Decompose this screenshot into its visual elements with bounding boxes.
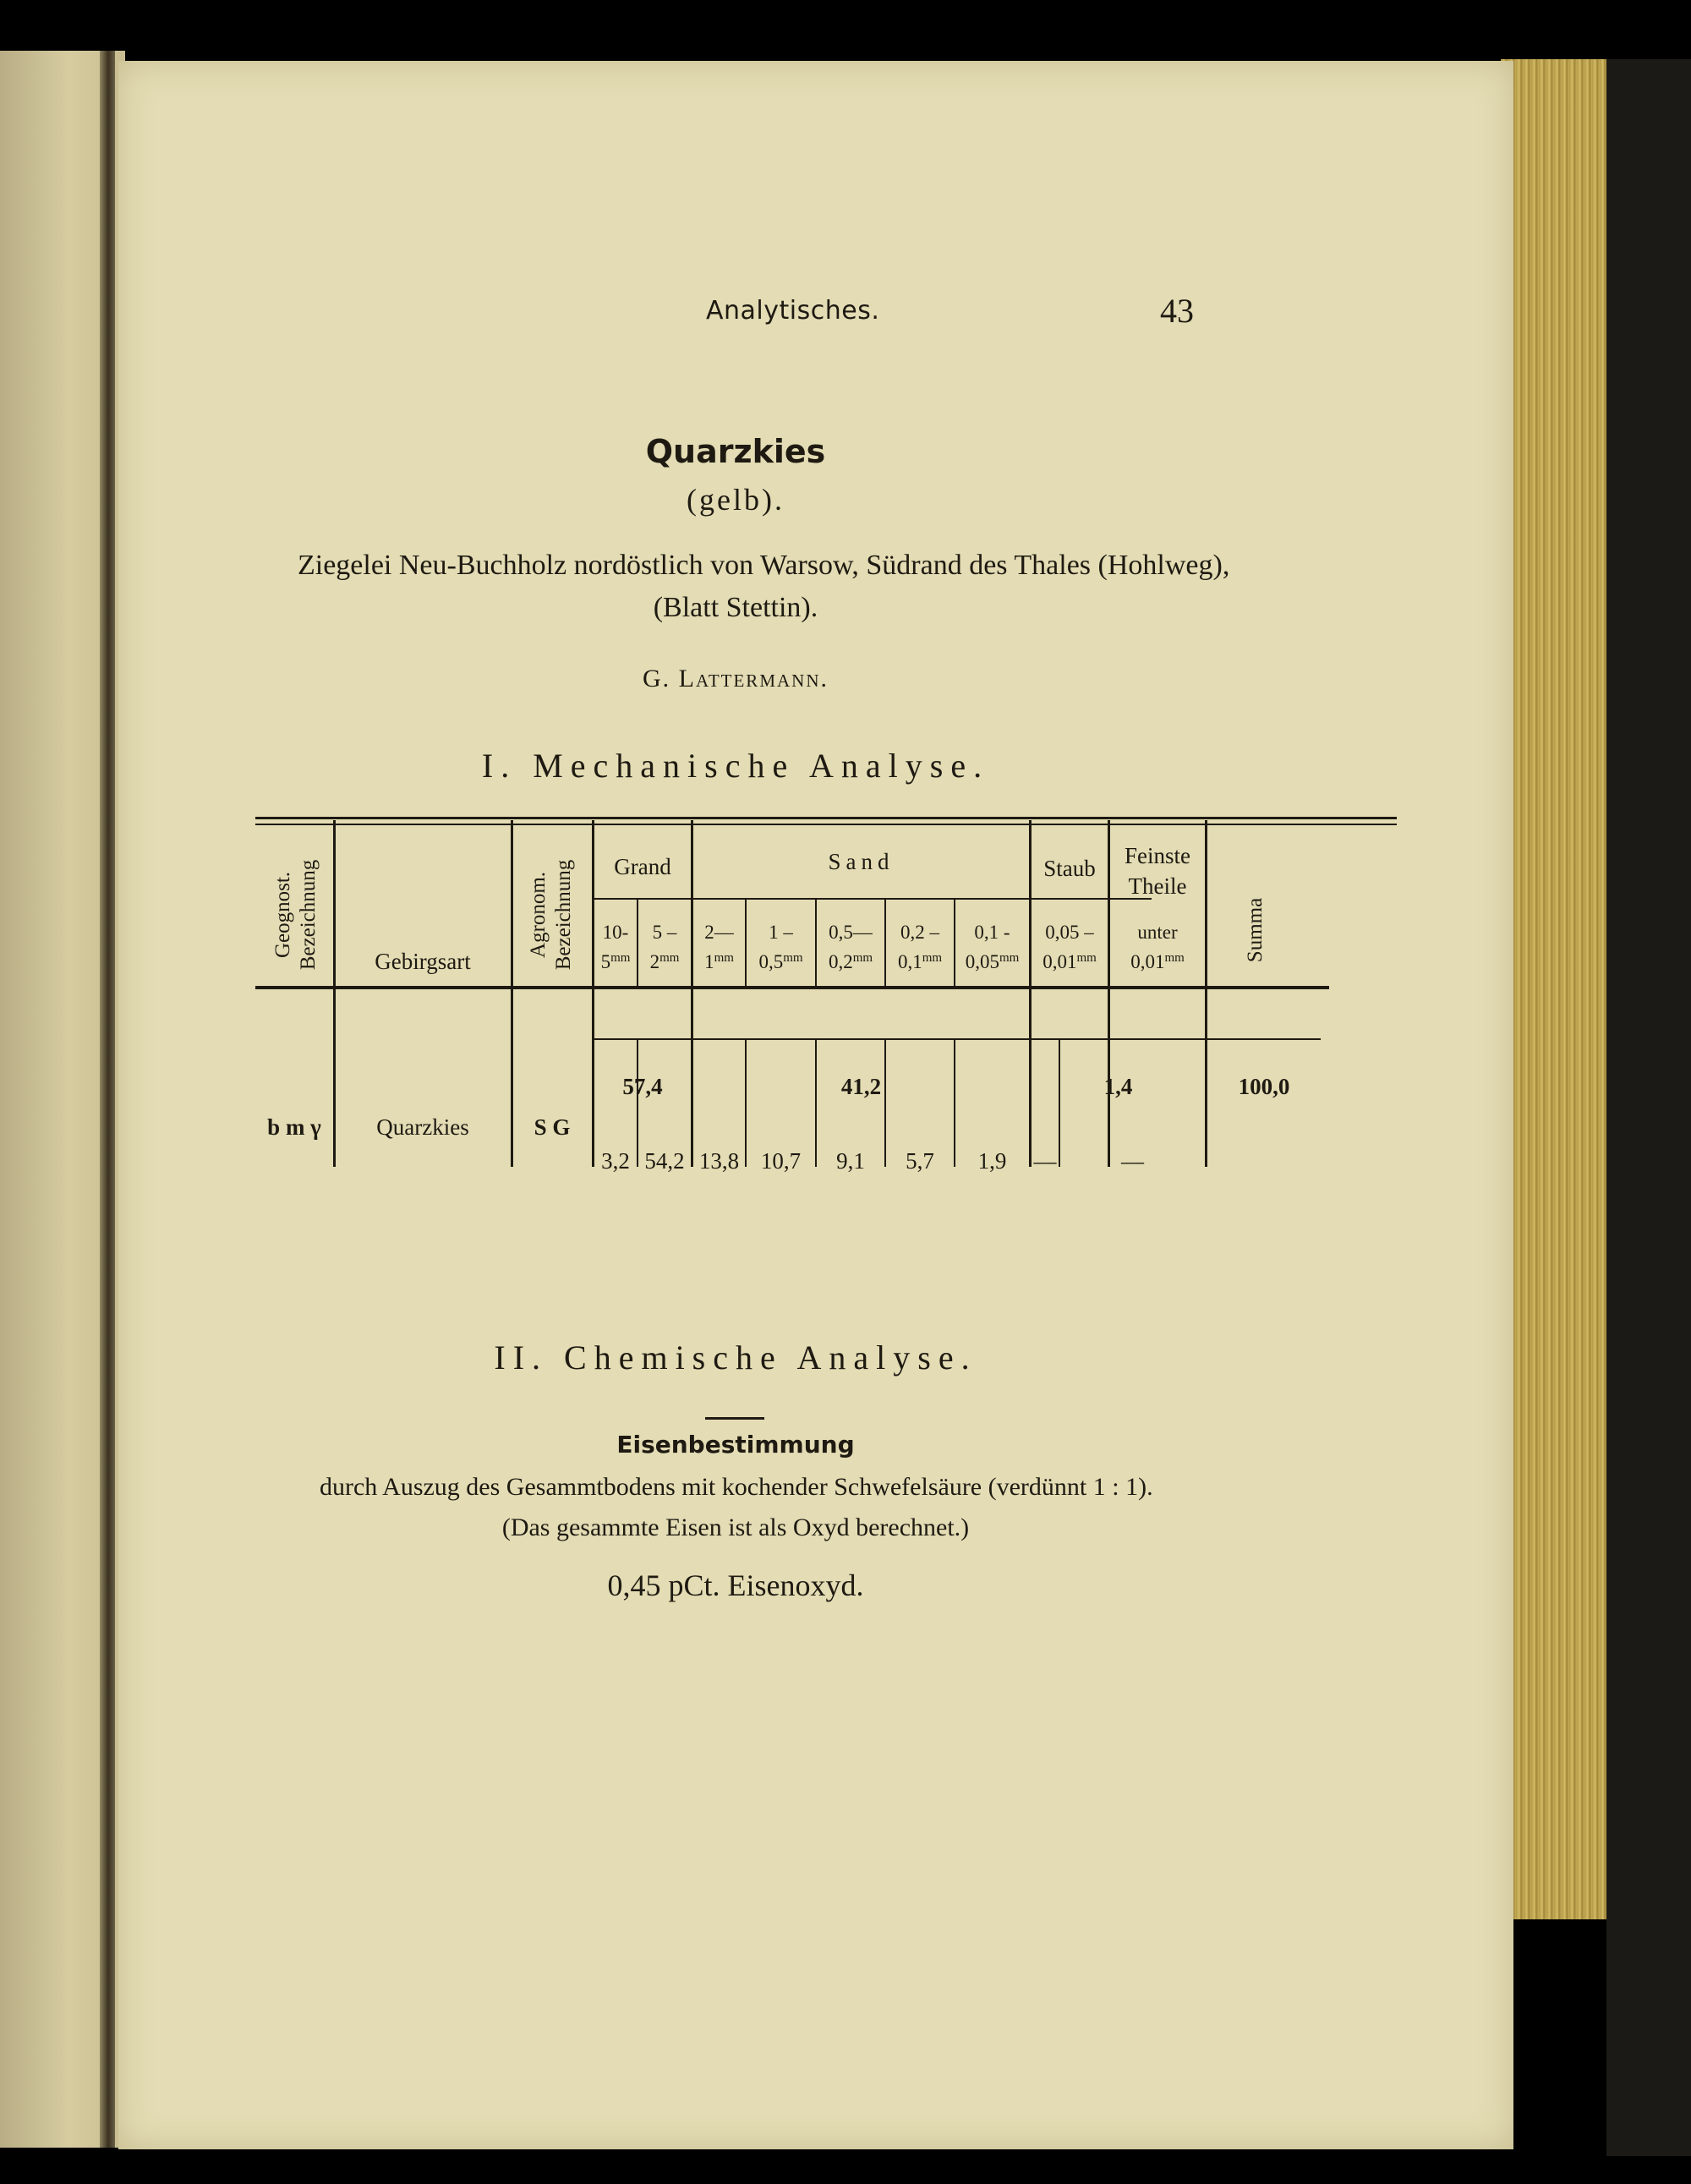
- header-grand: Grand: [614, 854, 671, 879]
- author: G. Lattermann.: [643, 665, 829, 692]
- sub-header: [747, 920, 815, 975]
- iron-result: 0,45 pCt. Eisenoxyd.: [607, 1568, 864, 1602]
- sub-header-unit: mm: [610, 951, 631, 965]
- sub-header-range-to: 1: [704, 951, 714, 972]
- header-geognost-line2: Bezeichnung: [297, 859, 320, 971]
- sub-header: [817, 920, 884, 975]
- sub-header: [1110, 920, 1205, 975]
- header-geognost: [271, 839, 321, 991]
- table-top-rule-thin: [255, 824, 1397, 825]
- cell-geognost: b m γ: [267, 1114, 321, 1140]
- header-summa: Summa: [1244, 897, 1267, 963]
- header-agronom: [526, 839, 577, 991]
- sub-header-range-from: 0,1 -: [974, 922, 1010, 943]
- sub-header-range-from: 1 –: [769, 922, 793, 943]
- sub-header-range-to: 0,01: [1043, 951, 1077, 972]
- sub-header-unit: mm: [1164, 951, 1185, 965]
- iron-method-text: durch Auszug des Gesammtbodens mit kochender Schwefelsäure (verdünnt 1 : 1).: [320, 1473, 1153, 1501]
- header-feinste-line2: Theile: [1128, 873, 1187, 899]
- cell-value: 54,2: [644, 1148, 685, 1174]
- sample-title: Quarzkies: [645, 433, 826, 470]
- sub-header-unit: mm: [852, 951, 873, 965]
- sub-header-range-to: 0,1: [897, 951, 922, 972]
- section-2-heading: II. Chemische Analyse.: [494, 1338, 977, 1377]
- cell-value: —: [1033, 1148, 1057, 1174]
- sample-subtitle: (gelb).: [687, 483, 785, 517]
- location-line-1: Ziegelei Neu-Buchholz nordöstlich von Warsow, Südrand des Thales (Hohlweg),: [298, 550, 1230, 581]
- book-page: [118, 61, 1513, 2149]
- sub-header: [955, 920, 1029, 975]
- cell-agronom: S G: [534, 1114, 571, 1140]
- cell-value: 10,7: [760, 1148, 802, 1174]
- header-bottom-rule: [255, 986, 1329, 989]
- sub-header-range-to: 0,5: [758, 951, 784, 972]
- header-agronom-line2: Bezeichnung: [552, 859, 575, 971]
- sub-header: [693, 920, 745, 975]
- sub-header-range-from: 0,5—: [829, 922, 873, 943]
- sub-header-unit: mm: [659, 951, 680, 965]
- sub-header-range-to: 2: [649, 951, 660, 972]
- sub-header-unit: mm: [922, 951, 943, 965]
- sub-header-unit: mm: [999, 951, 1020, 965]
- page-edges: [1501, 59, 1606, 1919]
- cell-value: —: [1121, 1148, 1144, 1174]
- sub-header-range-from: 10-: [602, 922, 629, 943]
- sub-header-range-to: 0,01: [1130, 951, 1165, 972]
- sub-header-range-from: 2—: [704, 922, 734, 943]
- sub-header-range-to: 0,2: [828, 951, 853, 972]
- sub-header-range-to: 5: [600, 951, 611, 972]
- sub-header: [886, 920, 954, 975]
- header-feinste: [1110, 840, 1205, 901]
- header-sand: Sand: [828, 849, 895, 874]
- header-agronom-line1: Agronom.: [527, 871, 550, 959]
- header-feinste-line1: Feinste: [1125, 843, 1190, 868]
- cell-value: 9,1: [836, 1148, 865, 1174]
- header-staub: Staub: [1043, 856, 1096, 881]
- cell-sand-total: 41,2: [840, 1074, 882, 1099]
- sub-header: [594, 920, 637, 975]
- sub-header-range-from: 5 –: [652, 922, 677, 943]
- sub-header-range-to: 0,05: [965, 951, 999, 972]
- sub-header-unit: mm: [783, 951, 803, 965]
- section-divider: [705, 1417, 764, 1420]
- left-page-edge: [0, 51, 125, 2148]
- cell-grand-total: 57,4: [622, 1074, 663, 1099]
- header-geognost-line1: Geognost.: [271, 871, 294, 959]
- col-divider: [1205, 820, 1207, 1167]
- cell-summa: 100,0: [1238, 1074, 1290, 1099]
- sub-header-unit: mm: [714, 951, 734, 965]
- running-title: Analytisches.: [706, 296, 880, 326]
- sub-header-unit: mm: [1076, 951, 1097, 965]
- section-1-heading: I. Mechanische Analyse.: [481, 747, 990, 785]
- sub-header-range-from: unter: [1137, 922, 1178, 943]
- book-cover: [1606, 59, 1691, 2156]
- cell-value: 3,2: [601, 1148, 630, 1174]
- sub-header-range-from: 0,05 –: [1045, 922, 1094, 943]
- iron-subheading: Eisenbestimmung: [616, 1431, 855, 1459]
- cell-value: 1,9: [977, 1148, 1007, 1174]
- totals-rule: [594, 1038, 1321, 1040]
- header-gebirgsart: Gebirgsart: [375, 949, 471, 974]
- location-line-2: (Blatt Stettin).: [653, 592, 818, 623]
- book-gutter: [100, 51, 115, 2148]
- subheader-rule: [594, 898, 1152, 900]
- iron-note-text: (Das gesammte Eisen ist als Oxyd berechnet.): [501, 1513, 970, 1541]
- cell-gebirgsart: Quarzkies: [376, 1114, 469, 1140]
- table-top-rule: [255, 817, 1397, 819]
- cell-value: 5,7: [906, 1148, 934, 1174]
- page-number: 43: [1160, 292, 1194, 330]
- cell-value: 13,8: [698, 1148, 740, 1174]
- sub-header-range-from: 0,2 –: [900, 922, 939, 943]
- sub-header: [1032, 920, 1108, 975]
- cell-staub-feinste-total: 1,4: [1103, 1074, 1133, 1099]
- sub-header: [638, 920, 691, 975]
